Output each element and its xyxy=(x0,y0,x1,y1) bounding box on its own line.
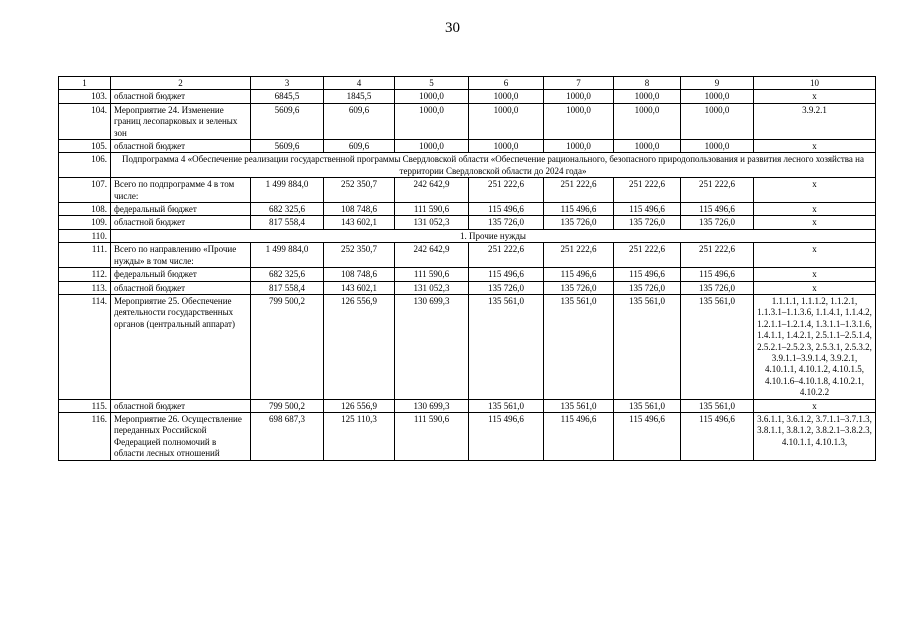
table-row xyxy=(59,268,876,281)
amount-cell: 135 726,0 xyxy=(544,281,614,294)
target-codes-cell: х xyxy=(754,243,876,268)
table-row xyxy=(59,103,876,139)
item-name-cell: областной бюджет xyxy=(111,140,251,153)
amount-cell: 115 496,6 xyxy=(681,412,754,460)
table-row xyxy=(59,229,876,242)
budget-table xyxy=(58,76,876,461)
amount-cell: 251 222,6 xyxy=(614,243,681,268)
amount-cell: 135 561,0 xyxy=(544,294,614,399)
amount-cell: 135 726,0 xyxy=(544,216,614,229)
amount-cell: 143 602,1 xyxy=(324,216,395,229)
amount-cell: 1000,0 xyxy=(469,90,544,103)
target-codes-cell: х xyxy=(754,281,876,294)
row-number-cell: 107. xyxy=(59,178,111,203)
amount-cell: 125 110,3 xyxy=(324,412,395,460)
amount-cell: 130 699,3 xyxy=(395,399,469,412)
amount-cell: 242 642,9 xyxy=(395,243,469,268)
table-row xyxy=(59,294,876,399)
amount-cell: 1000,0 xyxy=(469,140,544,153)
table-row xyxy=(59,281,876,294)
amount-cell: 1000,0 xyxy=(469,103,544,139)
amount-cell: 698 687,3 xyxy=(251,412,324,460)
column-number-cell: 8 xyxy=(614,77,681,90)
amount-cell: 1000,0 xyxy=(395,140,469,153)
amount-cell: 135 726,0 xyxy=(681,216,754,229)
amount-cell: 6845,5 xyxy=(251,90,324,103)
target-codes-cell: х xyxy=(754,90,876,103)
amount-cell: 115 496,6 xyxy=(681,203,754,216)
amount-cell: 1000,0 xyxy=(544,90,614,103)
row-number-cell: 105. xyxy=(59,140,111,153)
amount-cell: 135 561,0 xyxy=(544,399,614,412)
row-number-cell: 111. xyxy=(59,243,111,268)
amount-cell: 1 499 884,0 xyxy=(251,243,324,268)
target-codes-cell: 1.1.1.1, 1.1.1.2, 1.1.2.1, 1.1.3.1–1.1.3.6, 1.1.4.1, 1.1.4.2, 1.2.1.1–1.2.1.4, 1.3.1.1–1.3.1.6, 1.4.1.1, 1.4.2.1, 2.5.1.1–2.5.1.4, 2.5.2.1–2.5.2.3, 2.5.3.1, 2.5.3.2, 3.9.1.1–3.9.1.4, 3.9.2.1, 4.10.1.1, 4.10.1.2, 4.10.1.5, 4.10.1.6–4.10.1.8, 4.10.2.1, 4.10.2.2 xyxy=(754,294,876,399)
amount-cell: 251 222,6 xyxy=(544,178,614,203)
amount-cell: 251 222,6 xyxy=(469,178,544,203)
target-codes-cell: х xyxy=(754,268,876,281)
amount-cell: 135 726,0 xyxy=(614,216,681,229)
amount-cell: 251 222,6 xyxy=(614,178,681,203)
amount-cell: 130 699,3 xyxy=(395,294,469,399)
column-number-cell: 1 xyxy=(59,77,111,90)
target-codes-cell: х xyxy=(754,216,876,229)
item-name-cell: областной бюджет xyxy=(111,216,251,229)
row-number-cell: 104. xyxy=(59,103,111,139)
item-name-cell: федеральный бюджет xyxy=(111,203,251,216)
row-number-cell: 110. xyxy=(59,229,111,242)
amount-cell: 609,6 xyxy=(324,103,395,139)
amount-cell: 1000,0 xyxy=(395,90,469,103)
amount-cell: 115 496,6 xyxy=(681,268,754,281)
column-number-cell: 5 xyxy=(395,77,469,90)
amount-cell: 135 726,0 xyxy=(614,281,681,294)
target-codes-cell: х xyxy=(754,203,876,216)
amount-cell: 111 590,6 xyxy=(395,268,469,281)
amount-cell: 252 350,7 xyxy=(324,178,395,203)
amount-cell: 1000,0 xyxy=(681,140,754,153)
target-codes-cell: х xyxy=(754,140,876,153)
amount-cell: 111 590,6 xyxy=(395,412,469,460)
page-number: 30 xyxy=(445,20,460,36)
row-number-cell: 108. xyxy=(59,203,111,216)
column-number-cell: 10 xyxy=(754,77,876,90)
section-heading-cell: Подпрограмма 4 «Обеспечение реализации государственной программы Свердловской области «Обеспечение рационального, безопасного природопользования и развития лесного хозяйства на территории Свердловской области до 2024 года» xyxy=(111,153,876,178)
item-name-cell: Всего по подпрограмме 4 в том числе: xyxy=(111,178,251,203)
row-number-cell: 116. xyxy=(59,412,111,460)
amount-cell: 108 748,6 xyxy=(324,268,395,281)
amount-cell: 1000,0 xyxy=(681,90,754,103)
amount-cell: 111 590,6 xyxy=(395,203,469,216)
amount-cell: 135 561,0 xyxy=(681,294,754,399)
amount-cell: 135 561,0 xyxy=(614,399,681,412)
row-number-cell: 106. xyxy=(59,153,111,178)
amount-cell: 115 496,6 xyxy=(469,268,544,281)
column-number-cell: 3 xyxy=(251,77,324,90)
table-row xyxy=(59,216,876,229)
amount-cell: 682 325,6 xyxy=(251,268,324,281)
column-number-row xyxy=(59,77,876,90)
amount-cell: 135 561,0 xyxy=(469,294,544,399)
amount-cell: 5609,6 xyxy=(251,103,324,139)
amount-cell: 251 222,6 xyxy=(544,243,614,268)
amount-cell: 609,6 xyxy=(324,140,395,153)
item-name-cell: областной бюджет xyxy=(111,399,251,412)
amount-cell: 115 496,6 xyxy=(544,203,614,216)
amount-cell: 115 496,6 xyxy=(544,412,614,460)
amount-cell: 1000,0 xyxy=(544,140,614,153)
row-number-cell: 109. xyxy=(59,216,111,229)
table-row xyxy=(59,140,876,153)
amount-cell: 135 561,0 xyxy=(469,399,544,412)
amount-cell: 1845,5 xyxy=(324,90,395,103)
amount-cell: 115 496,6 xyxy=(614,268,681,281)
amount-cell: 115 496,6 xyxy=(614,412,681,460)
table-body xyxy=(59,77,876,461)
amount-cell: 1000,0 xyxy=(614,140,681,153)
item-name-cell: Мероприятие 24. Изменение границ лесопарковых и зеленых зон xyxy=(111,103,251,139)
row-number-cell: 112. xyxy=(59,268,111,281)
column-number-cell: 4 xyxy=(324,77,395,90)
column-number-cell: 6 xyxy=(469,77,544,90)
amount-cell: 135 561,0 xyxy=(681,399,754,412)
amount-cell: 143 602,1 xyxy=(324,281,395,294)
table-row xyxy=(59,178,876,203)
amount-cell: 1000,0 xyxy=(614,90,681,103)
amount-cell: 135 726,0 xyxy=(469,281,544,294)
target-codes-cell: х xyxy=(754,399,876,412)
item-name-cell: федеральный бюджет xyxy=(111,268,251,281)
table-row xyxy=(59,412,876,460)
amount-cell: 131 052,3 xyxy=(395,216,469,229)
amount-cell: 251 222,6 xyxy=(469,243,544,268)
table-row xyxy=(59,243,876,268)
column-number-cell: 9 xyxy=(681,77,754,90)
amount-cell: 251 222,6 xyxy=(681,178,754,203)
target-codes-cell: х xyxy=(754,178,876,203)
item-name-cell: Мероприятие 26. Осуществление переданных Российской Федерацией полномочий в области лесных отношений xyxy=(111,412,251,460)
amount-cell: 1 499 884,0 xyxy=(251,178,324,203)
amount-cell: 1000,0 xyxy=(395,103,469,139)
amount-cell: 108 748,6 xyxy=(324,203,395,216)
amount-cell: 115 496,6 xyxy=(469,412,544,460)
amount-cell: 817 558,4 xyxy=(251,281,324,294)
row-number-cell: 114. xyxy=(59,294,111,399)
column-number-cell: 2 xyxy=(111,77,251,90)
amount-cell: 135 726,0 xyxy=(681,281,754,294)
row-number-cell: 103. xyxy=(59,90,111,103)
amount-cell: 131 052,3 xyxy=(395,281,469,294)
item-name-cell: областной бюджет xyxy=(111,90,251,103)
amount-cell: 1000,0 xyxy=(614,103,681,139)
amount-cell: 817 558,4 xyxy=(251,216,324,229)
amount-cell: 682 325,6 xyxy=(251,203,324,216)
amount-cell: 799 500,2 xyxy=(251,399,324,412)
table-row xyxy=(59,399,876,412)
amount-cell: 242 642,9 xyxy=(395,178,469,203)
amount-cell: 135 561,0 xyxy=(614,294,681,399)
amount-cell: 252 350,7 xyxy=(324,243,395,268)
table-row xyxy=(59,203,876,216)
amount-cell: 115 496,6 xyxy=(544,268,614,281)
table-row xyxy=(59,90,876,103)
amount-cell: 115 496,6 xyxy=(614,203,681,216)
amount-cell: 135 726,0 xyxy=(469,216,544,229)
section-heading-cell: 1. Прочие нужды xyxy=(111,229,876,242)
amount-cell: 1000,0 xyxy=(544,103,614,139)
amount-cell: 799 500,2 xyxy=(251,294,324,399)
amount-cell: 1000,0 xyxy=(681,103,754,139)
item-name-cell: Всего по направлению «Прочие нужды» в том числе: xyxy=(111,243,251,268)
amount-cell: 5609,6 xyxy=(251,140,324,153)
amount-cell: 126 556,9 xyxy=(324,399,395,412)
item-name-cell: Мероприятие 25. Обеспечение деятельности государственных органов (центральный аппарат) xyxy=(111,294,251,399)
amount-cell: 126 556,9 xyxy=(324,294,395,399)
row-number-cell: 113. xyxy=(59,281,111,294)
item-name-cell: областной бюджет xyxy=(111,281,251,294)
target-codes-cell: 3.6.1.1, 3.6.1.2, 3.7.1.1–3.7.1.3, 3.8.1.1, 3.8.1.2, 3.8.2.1–3.8.2.3, 4.10.1.1, 4.10.1.3, xyxy=(754,412,876,460)
amount-cell: 251 222,6 xyxy=(681,243,754,268)
amount-cell: 115 496,6 xyxy=(469,203,544,216)
column-number-cell: 7 xyxy=(544,77,614,90)
target-codes-cell: 3.9.2.1 xyxy=(754,103,876,139)
row-number-cell: 115. xyxy=(59,399,111,412)
table-row xyxy=(59,153,876,178)
